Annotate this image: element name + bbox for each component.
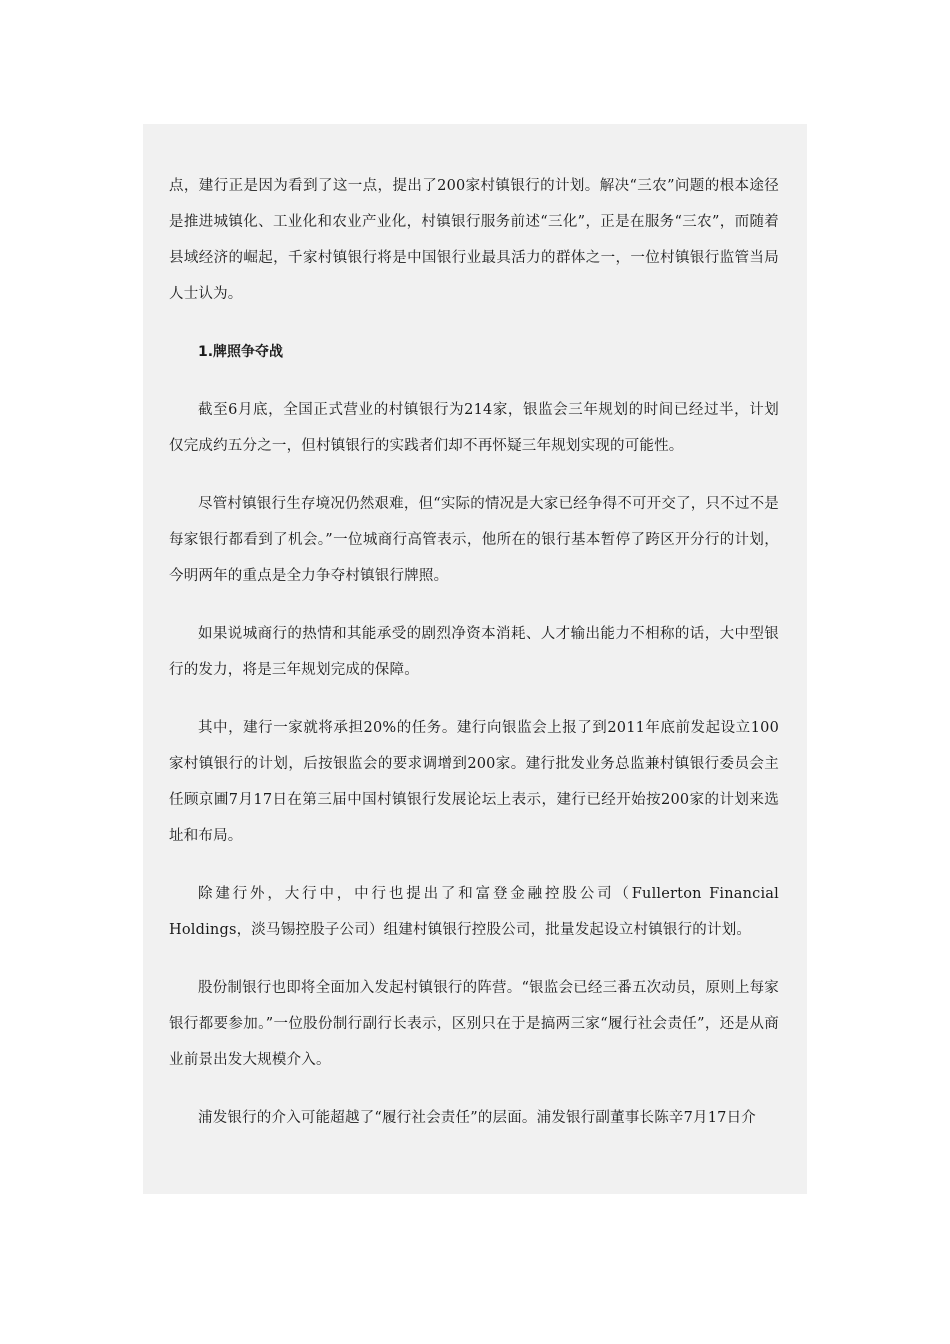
paragraph: 如果说城商行的热情和其能承受的剧烈净资本消耗、人才输出能力不相称的话，大中型银行的发力，将是三年规划完成的保障。 [169, 626, 779, 678]
paragraph-truncated: 浦发银行的介入可能超越了“履行社会责任”的层面。浦发银行副董事长陈辛7月17日介 [198, 1110, 756, 1126]
paragraph: 截至6月底，全国正式营业的村镇银行为214家，银监会三年规划的时间已经过半，计划仅完成约五分之一，但村镇银行的实践者们却不再怀疑三年规划实现的可能性。 [169, 402, 779, 454]
paragraph: 除建行外，大行中，中行也提出了和富登金融控股公司（Fullerton Financial Holdings，淡马锡控股子公司）组建村镇银行控股公司，批量发起设立村镇银行的计划。 [169, 886, 779, 938]
paragraph: 股份制银行也即将全面加入发起村镇银行的阵营。“银监会已经三番五次动员，原则上每家银行都要参加。”一位股份制行副行长表示，区别只在于是搞两三家“履行社会责任”，还是从商业前景出发大规模介入。 [169, 980, 779, 1068]
paragraph: 其中，建行一家就将承担20%的任务。建行向银监会上报了到2011年底前发起设立100家村镇银行的计划，后按银监会的要求调增到200家。建行批发业务总监兼村镇银行委员会主任顾京圃7月17日在第三届中国村镇银行发展论坛上表示，建行已经开始按200家的计划来选址和布局。 [169, 720, 779, 844]
document-page [143, 124, 807, 1194]
document-body [169, 168, 779, 1158]
paragraph: 尽管村镇银行生存境况仍然艰难，但“实际的情况是大家已经争得不可开交了，只不过不是每家银行都看到了机会。”一位城商行高管表示，他所在的银行基本暂停了跨区开分行的计划，今明两年的重点是全力争夺村镇银行牌照。 [169, 496, 779, 584]
paragraph-continuation: 点，建行正是因为看到了这一点，提出了200家村镇银行的计划。解决“三农”问题的根本途径是推进城镇化、工业化和农业产业化，村镇银行服务前述“三化”，正是在服务“三农”，而随着县域经济的崛起，千家村镇银行将是中国银行业最具活力的群体之一，一位村镇银行监管当局人士认为。 [169, 178, 779, 302]
section-heading: 1.牌照争夺战 [198, 344, 284, 360]
